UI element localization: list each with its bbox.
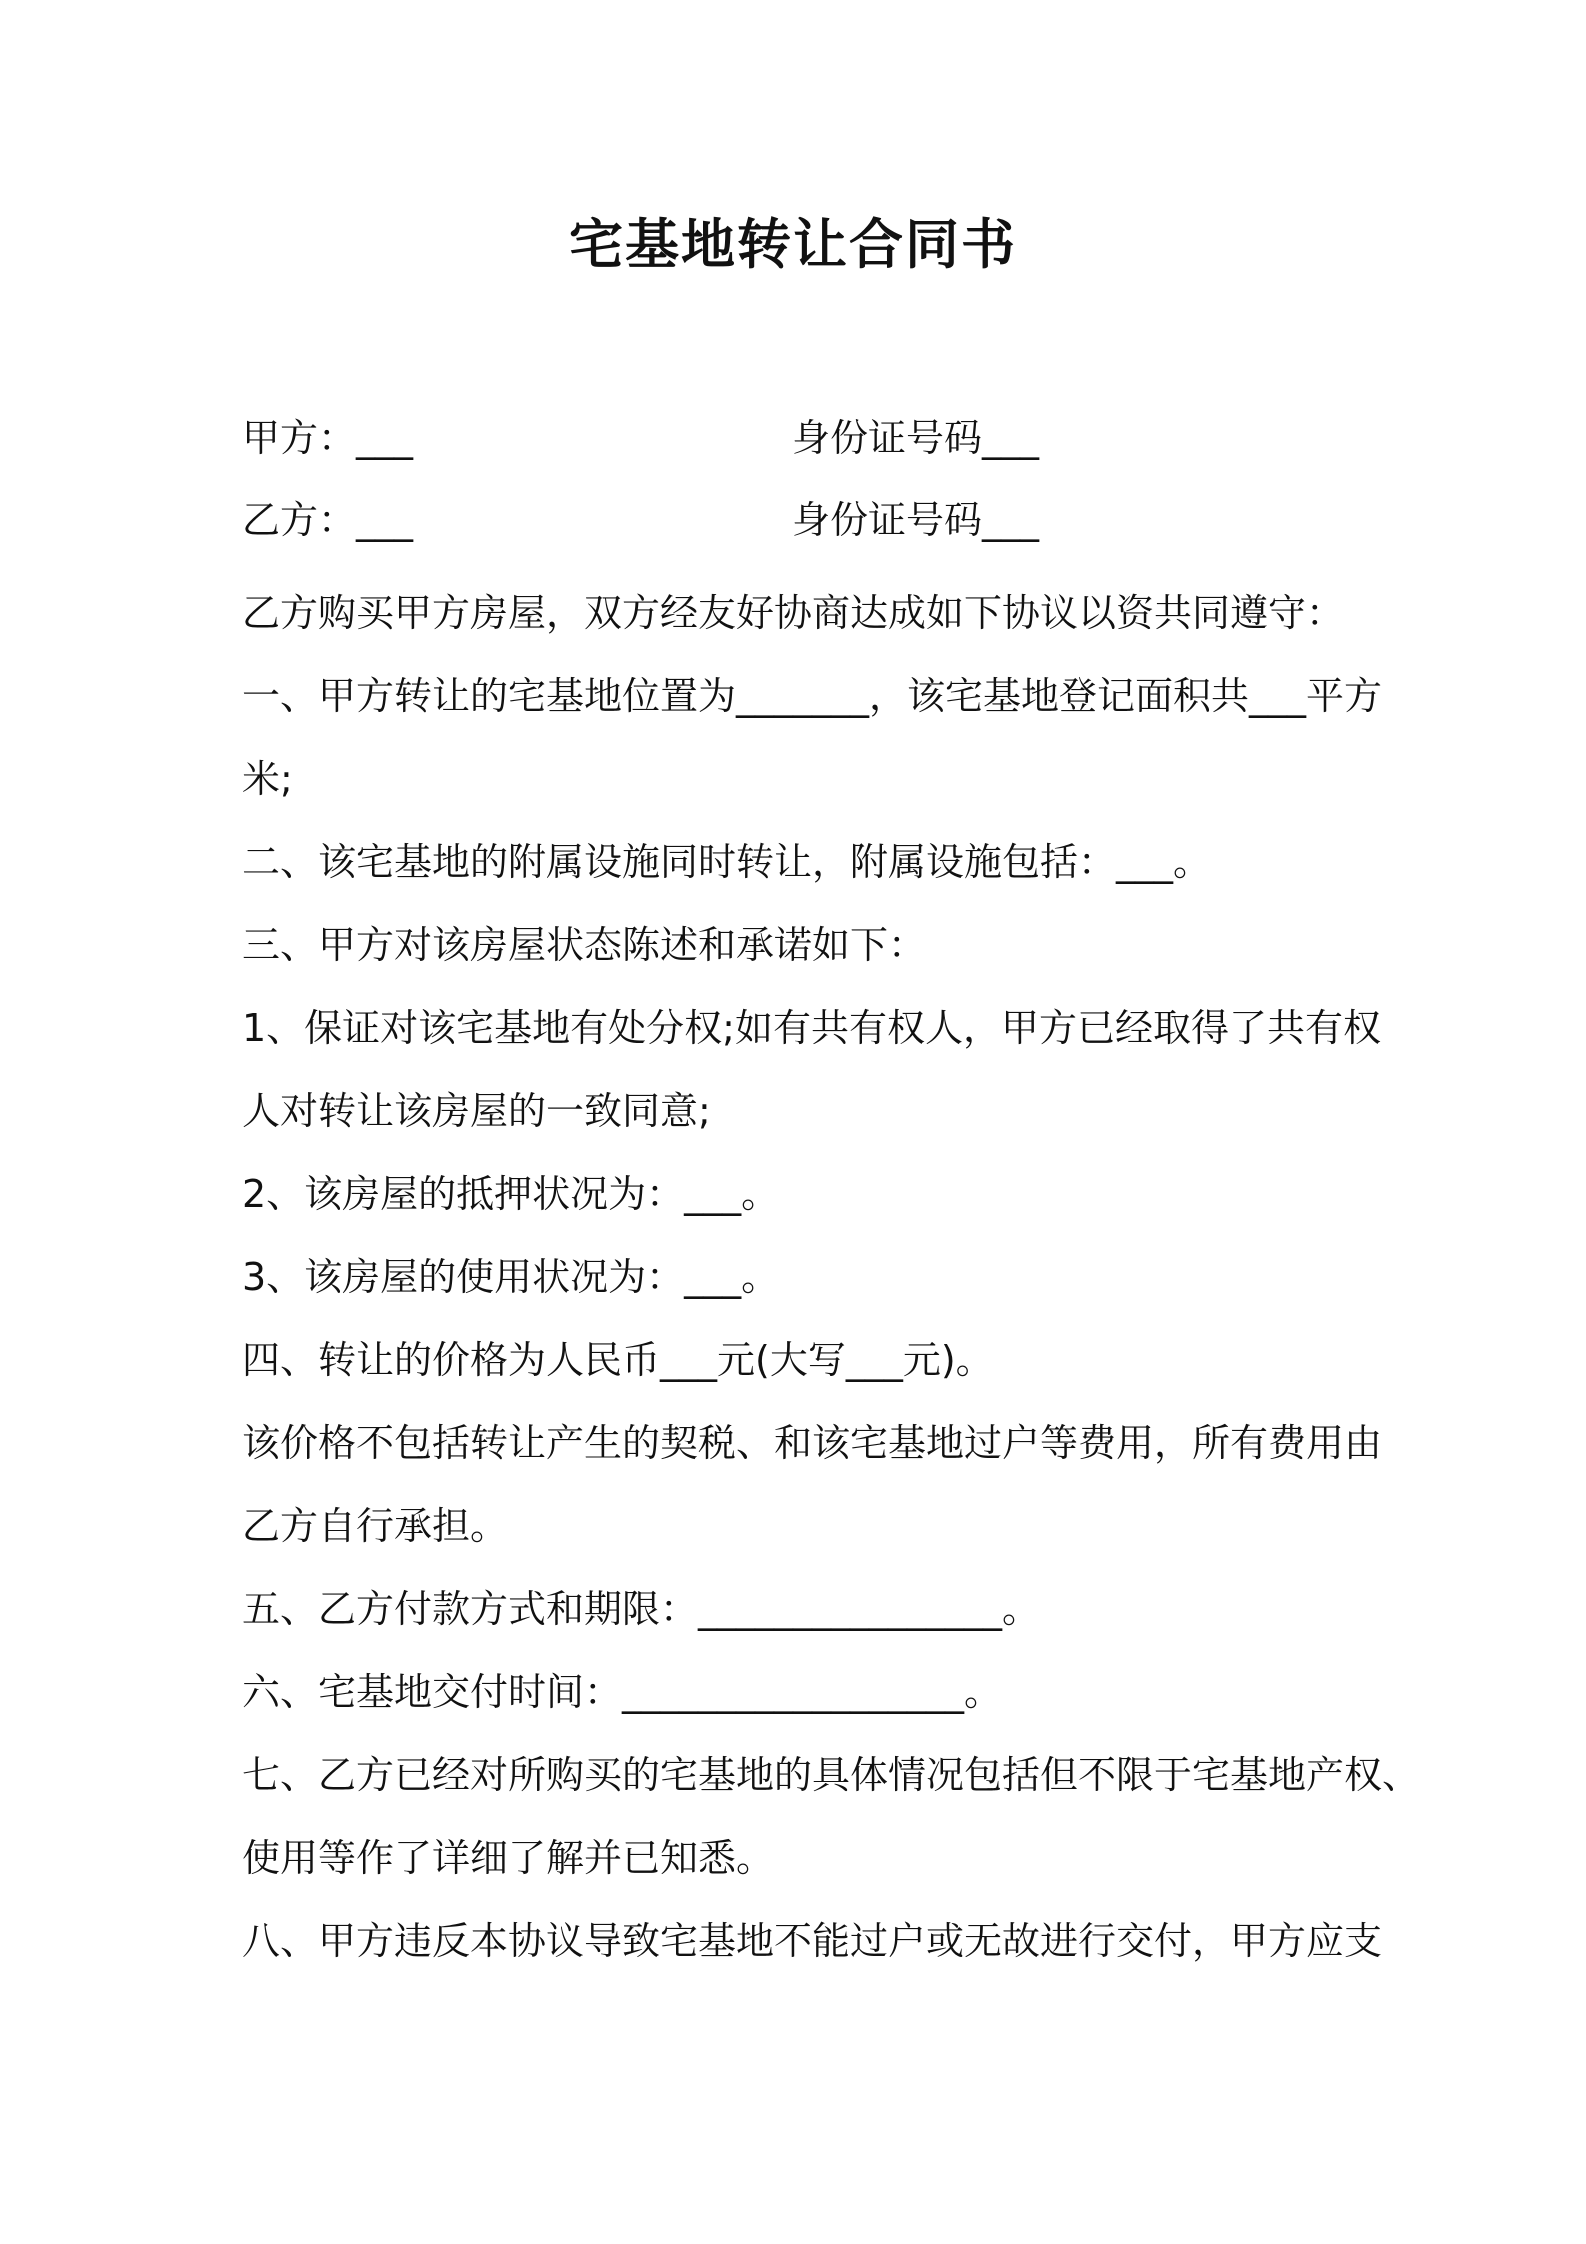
document-title: 宅基地转让合同书 — [569, 213, 1017, 276]
clause-6-line: 六、宅基地交付时间：__________________。 — [242, 1670, 1003, 1714]
clause-3-item-3-line: 3、该房屋的使用状况为：___。 — [242, 1255, 780, 1299]
party-a-id-label: 身份证号码___ — [792, 416, 1040, 460]
intro-line: 乙方购买甲方房屋，双方经友好协商达成如下协议以资共同遵守： — [242, 591, 1345, 635]
party-a-label: 甲方：___ — [242, 416, 414, 460]
clause-7-line-1: 七、乙方已经对所购买的宅基地的具体情况包括但不限于宅基地产权、 — [242, 1753, 1421, 1797]
clause-4-note-line-1: 该价格不包括转让产生的契税、和该宅基地过户等费用，所有费用由 — [242, 1421, 1383, 1465]
clause-1-line-1: 一、甲方转让的宅基地位置为_______，该宅基地登记面积共___平方 — [242, 674, 1383, 718]
party-a-row — [242, 408, 1392, 468]
party-b-label: 乙方：___ — [242, 498, 414, 542]
clause-4-note-line-2: 乙方自行承担。 — [242, 1504, 509, 1548]
clause-7-line-2: 使用等作了详细了解并已知悉。 — [242, 1836, 775, 1880]
clause-4-line: 四、转让的价格为人民币___元(大写___元)。 — [242, 1338, 994, 1382]
party-b-row — [242, 490, 1392, 550]
clause-3-item-2-line: 2、该房屋的抵押状况为：___。 — [242, 1172, 780, 1216]
clause-8-line-1: 八、甲方违反本协议导致宅基地不能过户或无故进行交付，甲方应支 — [242, 1919, 1383, 1963]
clause-2-line: 二、该宅基地的附属设施同时转让，附属设施包括：___。 — [242, 840, 1212, 884]
contract-body — [242, 572, 1421, 1983]
clause-1-line-2: 米; — [242, 757, 293, 801]
clause-3-heading: 三、甲方对该房屋状态陈述和承诺如下： — [242, 923, 927, 967]
clause-3-item-1-line-2: 人对转让该房屋的一致同意; — [242, 1089, 711, 1133]
clause-5-line: 五、乙方付款方式和期限：________________。 — [242, 1587, 1041, 1631]
party-b-id-label: 身份证号码___ — [792, 498, 1040, 542]
clause-3-item-1-line-1: 1、保证对该宅基地有处分权;如有共有权人，甲方已经取得了共有权 — [242, 1006, 1381, 1050]
